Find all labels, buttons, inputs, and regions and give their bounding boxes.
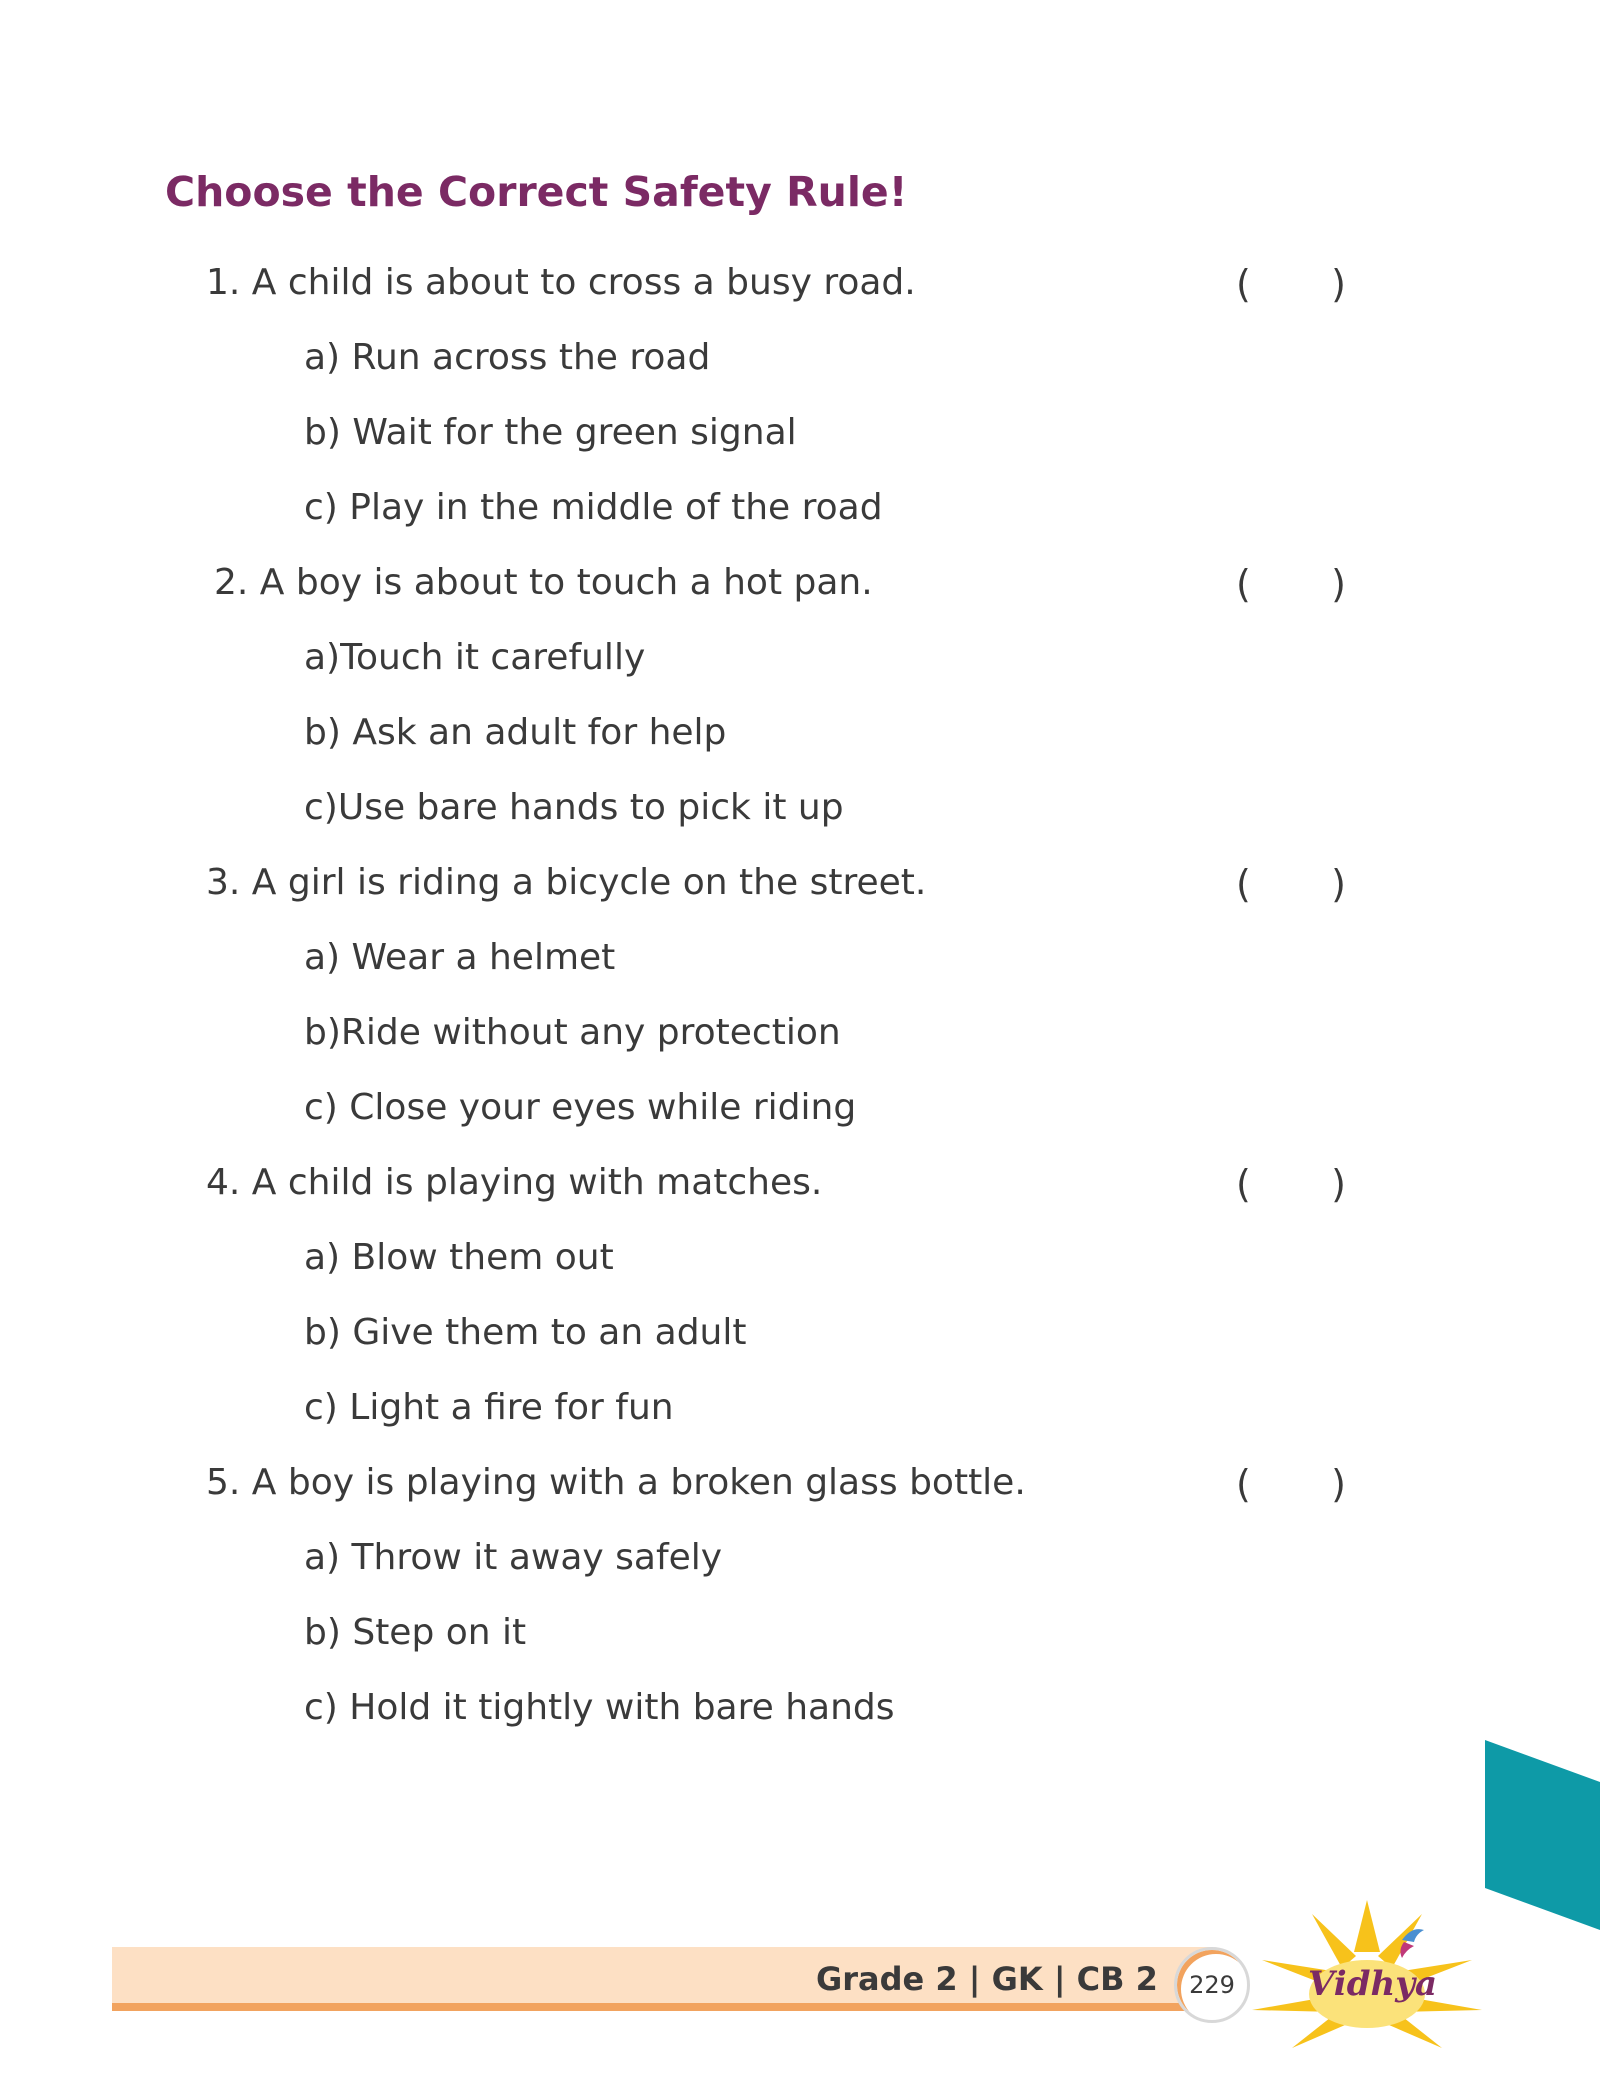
bracket-open: ( <box>1236 1462 1251 1506</box>
answer-box[interactable] <box>1236 562 1346 606</box>
answer-box[interactable] <box>1236 862 1346 906</box>
answer-box[interactable] <box>1236 1462 1346 1506</box>
option-a: a) Run across the road <box>304 337 711 378</box>
bracket-open: ( <box>1236 1162 1251 1206</box>
question-stem: 1. A child is about to cross a busy road. <box>206 262 916 303</box>
option-b: b)Ride without any protection <box>304 1012 841 1053</box>
option-b: b) Give them to an adult <box>304 1312 747 1353</box>
footer-label: Grade 2 | GK | CB 2 <box>816 1960 1158 1998</box>
option-b: b) Step on it <box>304 1612 527 1653</box>
page-title: Choose the Correct Safety Rule! <box>165 168 908 216</box>
option-a: a) Wear a helmet <box>304 937 616 978</box>
answer-box[interactable] <box>1236 1162 1346 1206</box>
bracket-close: ) <box>1331 862 1346 906</box>
bracket-close: ) <box>1331 562 1346 606</box>
option-c: c) Play in the middle of the road <box>304 487 883 528</box>
question-stem: 2. A boy is about to touch a hot pan. <box>214 562 873 603</box>
question-stem: 4. A child is playing with matches. <box>206 1162 823 1203</box>
side-tab-decoration <box>1485 1740 1600 1930</box>
option-c: c)Use bare hands to pick it up <box>304 787 844 828</box>
bracket-open: ( <box>1236 862 1251 906</box>
bracket-close: ) <box>1331 262 1346 306</box>
option-b: b) Ask an adult for help <box>304 712 727 753</box>
option-a: a) Throw it away safely <box>304 1537 723 1578</box>
option-c: c) Light a fire for fun <box>304 1387 674 1428</box>
bracket-close: ) <box>1331 1462 1346 1506</box>
question-stem: 5. A boy is playing with a broken glass bottle. <box>206 1462 1026 1503</box>
option-c: c) Hold it tightly with bare hands <box>304 1687 895 1728</box>
answer-box[interactable] <box>1236 262 1346 306</box>
logo-text: Vidhya <box>1308 1964 1437 2004</box>
bracket-open: ( <box>1236 262 1251 306</box>
page-number: 229 <box>1174 1947 1250 2023</box>
bracket-open: ( <box>1236 562 1251 606</box>
option-c: c) Close your eyes while riding <box>304 1087 857 1128</box>
option-b: b) Wait for the green signal <box>304 412 797 453</box>
question-stem: 3. A girl is riding a bicycle on the street. <box>206 862 927 903</box>
option-a: a) Blow them out <box>304 1237 614 1278</box>
option-a: a)Touch it carefully <box>304 637 646 678</box>
bracket-close: ) <box>1331 1162 1346 1206</box>
